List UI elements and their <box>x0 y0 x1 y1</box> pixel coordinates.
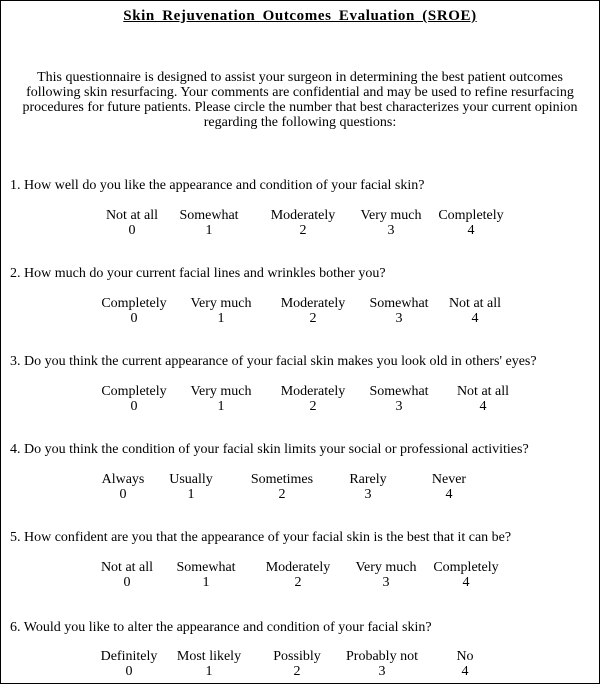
option-value: 1 <box>217 399 225 414</box>
option-label: No <box>456 649 474 664</box>
document-title: Skin Rejuvenation Outcomes Evaluation (SROE) <box>123 8 477 24</box>
option-value: 4 <box>471 311 479 326</box>
option-value: 3 <box>364 487 372 502</box>
option-value: 2 <box>293 664 301 679</box>
question-1-options <box>0 208 600 240</box>
question-4: 4. Do you think the condition of your facial skin limits your social or professional activities? <box>10 442 529 457</box>
option-value: 1 <box>202 575 210 590</box>
option-label: Probably not <box>346 649 418 664</box>
option-value: 3 <box>395 311 403 326</box>
option-label: Completely <box>433 560 499 575</box>
option-label: Usually <box>169 472 213 487</box>
option-value: 0 <box>123 575 131 590</box>
question-3-options <box>0 384 600 416</box>
option-value: 3 <box>378 664 386 679</box>
option-label: Very much <box>190 384 252 399</box>
option-label: Somewhat <box>179 208 239 223</box>
question-1: 1. How well do you like the appearance and condition of your facial skin? <box>10 178 425 193</box>
option-label: Somewhat <box>369 296 429 311</box>
option-value: 4 <box>467 223 475 238</box>
question-3-option-4[interactable] <box>428 384 538 414</box>
option-value: 4 <box>461 664 469 679</box>
question-2-options <box>0 296 600 328</box>
intro-paragraph: This questionnaire is designed to assist your surgeon in determining the best patient outcomes following skin resurfacing. Your comments are confidential and may be used to refine resurfacing procedures for future patients. Please circle the number that best characterizes your current opinion regarding the following questions: <box>22 70 578 130</box>
option-value: 0 <box>125 664 133 679</box>
option-value: 3 <box>382 575 390 590</box>
option-value: 1 <box>187 487 195 502</box>
option-label: Moderately <box>265 560 331 575</box>
option-label: Possibly <box>273 649 321 664</box>
option-value: 2 <box>309 399 317 414</box>
option-label: Rarely <box>349 472 387 487</box>
option-label: Completely <box>438 208 504 223</box>
option-label: Completely <box>101 384 167 399</box>
option-label: Most likely <box>176 649 242 664</box>
option-label: Always <box>101 472 145 487</box>
option-value: 2 <box>278 487 286 502</box>
option-value: 0 <box>130 311 138 326</box>
option-label: Sometimes <box>250 472 314 487</box>
question-5-option-4[interactable] <box>411 560 521 590</box>
option-value: 2 <box>299 223 307 238</box>
question-2-option-4[interactable] <box>420 296 530 326</box>
option-value: 0 <box>128 223 136 238</box>
question-6: 6. Would you like to alter the appearance and condition of your facial skin? <box>10 620 432 635</box>
option-label: Moderately <box>280 384 346 399</box>
question-6-option-4[interactable] <box>410 649 520 679</box>
option-value: 0 <box>119 487 127 502</box>
option-label: Very much <box>190 296 252 311</box>
option-label: Completely <box>101 296 167 311</box>
option-label: Not at all <box>456 384 510 399</box>
option-label: Very much <box>355 560 417 575</box>
option-value: 1 <box>205 223 213 238</box>
question-5-options <box>0 560 600 592</box>
option-label: Definitely <box>100 649 158 664</box>
question-2: 2. How much do your current facial lines and wrinkles bother you? <box>10 266 386 281</box>
option-label: Not at all <box>105 208 159 223</box>
option-label: Moderately <box>280 296 346 311</box>
question-4-option-4[interactable] <box>394 472 504 502</box>
option-value: 2 <box>309 311 317 326</box>
option-value: 4 <box>462 575 470 590</box>
question-5: 5. How confident are you that the appearance of your facial skin is the best that it can be? <box>10 530 512 545</box>
option-value: 4 <box>445 487 453 502</box>
option-value: 4 <box>479 399 487 414</box>
option-value: 1 <box>217 311 225 326</box>
option-label: Somewhat <box>176 560 236 575</box>
option-value: 0 <box>130 399 138 414</box>
option-label: Not at all <box>100 560 154 575</box>
option-label: Very much <box>360 208 422 223</box>
question-1-option-4[interactable] <box>416 208 526 238</box>
question-4-options <box>0 472 600 504</box>
option-value: 3 <box>395 399 403 414</box>
option-label: Not at all <box>448 296 502 311</box>
question-6-options <box>0 649 600 681</box>
option-label: Moderately <box>270 208 336 223</box>
option-value: 1 <box>205 664 213 679</box>
question-3: 3. Do you think the current appearance of your facial skin makes you look old in others' eyes? <box>10 354 537 369</box>
option-value: 2 <box>294 575 302 590</box>
option-label: Never <box>431 472 467 487</box>
option-label: Somewhat <box>369 384 429 399</box>
option-value: 3 <box>387 223 395 238</box>
